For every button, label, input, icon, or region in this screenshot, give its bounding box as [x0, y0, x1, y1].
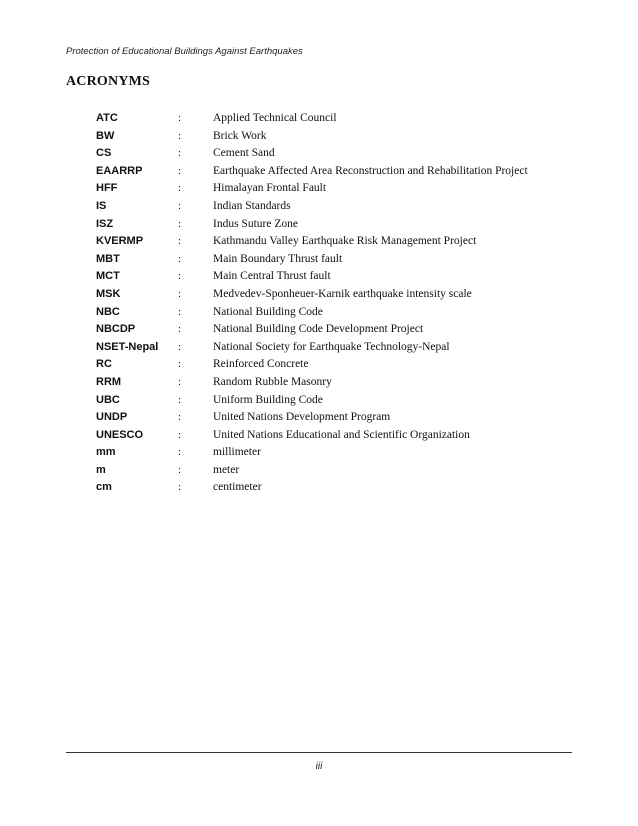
- acronym-definition: Indian Standards: [213, 199, 291, 212]
- acronym-definition: United Nations Educational and Scientific Organization: [213, 428, 470, 441]
- acronym-separator: :: [178, 252, 182, 265]
- acronym-row: [96, 268, 536, 286]
- acronym-separator: :: [178, 235, 182, 248]
- acronym-separator: :: [178, 411, 182, 424]
- acronym-row: [96, 180, 536, 198]
- acronym-abbreviation: ISZ: [96, 217, 114, 230]
- acronym-definition: Cement Sand: [213, 147, 275, 160]
- acronym-definition: millimeter: [213, 446, 261, 459]
- acronym-row: [96, 286, 536, 304]
- acronym-abbreviation: NBC: [96, 305, 120, 318]
- acronym-separator: :: [178, 129, 182, 142]
- acronym-separator: :: [178, 340, 182, 353]
- acronym-abbreviation: MBT: [96, 252, 120, 265]
- acronym-row: [96, 321, 536, 339]
- acronym-row: [96, 216, 536, 234]
- acronym-abbreviation: RRM: [96, 375, 122, 388]
- acronym-abbreviation: mm: [96, 446, 116, 459]
- acronym-abbreviation: EAARRP: [96, 164, 143, 177]
- acronym-separator: :: [178, 305, 182, 318]
- acronym-abbreviation: BW: [96, 129, 115, 142]
- section-heading: ACRONYMS: [66, 74, 151, 89]
- acronym-list: [96, 110, 536, 497]
- acronym-row: [96, 198, 536, 216]
- acronym-definition: Medvedev-Sponheuer-Karnik earthquake intensity scale: [213, 287, 472, 300]
- acronym-separator: :: [178, 182, 182, 195]
- acronym-separator: :: [178, 164, 182, 177]
- acronym-definition: meter: [213, 463, 240, 476]
- acronym-row: [96, 233, 536, 251]
- acronym-row: [96, 339, 536, 357]
- acronym-row: [96, 251, 536, 269]
- acronym-abbreviation: KVERMP: [96, 235, 144, 248]
- acronym-separator: :: [178, 287, 182, 300]
- acronym-abbreviation: UNESCO: [96, 428, 144, 441]
- acronym-separator: :: [178, 217, 182, 230]
- acronym-row: [96, 356, 536, 374]
- acronym-row: [96, 444, 536, 462]
- acronym-separator: :: [178, 375, 182, 388]
- acronym-row: [96, 392, 536, 410]
- acronym-definition: Uniform Building Code: [213, 393, 323, 406]
- acronym-separator: :: [178, 463, 182, 476]
- acronym-definition: Indus Suture Zone: [213, 217, 298, 230]
- acronym-abbreviation: HFF: [96, 182, 118, 195]
- acronym-separator: :: [178, 112, 182, 124]
- acronym-definition: Brick Work: [213, 129, 267, 142]
- acronym-row: [96, 128, 536, 146]
- acronym-abbreviation: UNDP: [96, 411, 128, 424]
- acronym-row: [96, 409, 536, 427]
- acronym-definition: Earthquake Affected Area Reconstruction and Rehabilitation Project: [213, 164, 528, 177]
- acronym-separator: :: [178, 147, 182, 160]
- acronym-row: [96, 110, 536, 128]
- acronym-abbreviation: UBC: [96, 393, 120, 406]
- acronym-definition: Reinforced Concrete: [213, 358, 309, 371]
- acronym-definition: National Society for Earthquake Technology-Nepal: [213, 340, 450, 353]
- acronym-abbreviation: MSK: [96, 287, 121, 300]
- acronym-abbreviation: NBCDP: [96, 323, 136, 336]
- acronym-separator: :: [178, 481, 182, 494]
- acronym-separator: :: [178, 428, 182, 441]
- acronym-definition: Main Boundary Thrust fault: [213, 252, 343, 265]
- footer-divider: [66, 752, 572, 753]
- acronym-row: [96, 374, 536, 392]
- acronym-row: [96, 163, 536, 181]
- acronym-row: [96, 304, 536, 322]
- acronym-definition: National Building Code Development Project: [213, 323, 424, 336]
- acronym-separator: :: [178, 270, 182, 283]
- acronym-abbreviation: NSET-Nepal: [96, 340, 159, 353]
- acronym-abbreviation: m: [96, 463, 106, 476]
- acronym-definition: Applied Technical Council: [213, 112, 337, 124]
- acronym-row: [96, 427, 536, 445]
- page-number: iii: [315, 761, 323, 772]
- acronym-row: [96, 462, 536, 480]
- acronym-separator: :: [178, 199, 182, 212]
- acronym-abbreviation: cm: [96, 481, 112, 494]
- acronym-abbreviation: IS: [96, 199, 107, 212]
- acronym-separator: :: [178, 358, 182, 371]
- acronym-abbreviation: ATC: [96, 112, 118, 124]
- acronym-row: [96, 145, 536, 163]
- acronym-definition: Kathmandu Valley Earthquake Risk Management Project: [213, 235, 477, 248]
- acronym-definition: Random Rubble Masonry: [213, 375, 332, 388]
- acronym-row: [96, 479, 536, 497]
- acronym-definition: National Building Code: [213, 305, 323, 318]
- acronym-abbreviation: CS: [96, 147, 112, 160]
- acronym-definition: centimeter: [213, 481, 262, 494]
- acronym-definition: United Nations Development Program: [213, 411, 391, 424]
- acronym-definition: Main Central Thrust fault: [213, 270, 331, 283]
- acronym-abbreviation: MCT: [96, 270, 120, 283]
- acronym-abbreviation: RC: [96, 358, 112, 371]
- acronym-separator: :: [178, 446, 182, 459]
- acronym-separator: :: [178, 393, 182, 406]
- acronym-definition: Himalayan Frontal Fault: [213, 182, 327, 195]
- acronym-separator: :: [178, 323, 182, 336]
- running-header: Protection of Educational Buildings Against Earthquakes: [66, 46, 303, 57]
